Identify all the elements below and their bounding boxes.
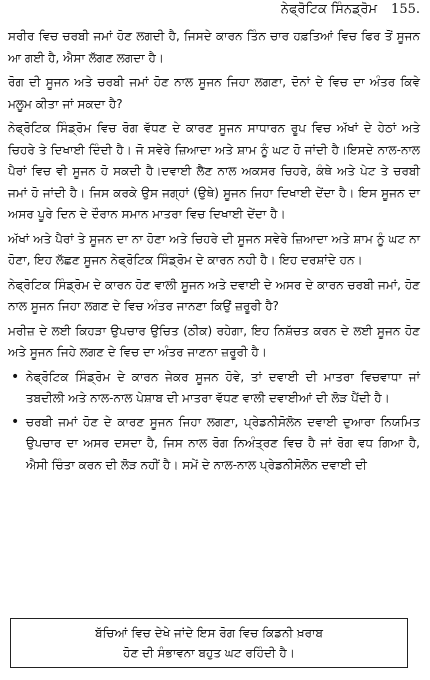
bullet-list [8,367,420,477]
note-line-1: ਬੱਚਿਆਂ ਵਿਚ ਦੇਖੇ ਜਾਂਦੇ ਇਸ ਰੋਗ ਵਿਚ ਕਿਡਨੀ ਖ਼ਰਾਬ [95,626,323,640]
paragraph-answer-1: ਨੇਫ੍ਰੋਟਿਕ ਸਿੰਡ੍ਰੋਮ ਵਿਚ ਰੋਗ ਵੱਧਣ ਦੇ ਕਾਰਣ ਸੂਜਨ ਸਾਧਾਰਨ ਰੂਪ ਵਿਚ ਅੱਖਾਂ ਦੇ ਹੇਠਾਂ ਅਤੇ ਚਿਹਰੇ ਤੇ ਦਿਖਾਈ ਦਿੰਦੀ ਹੈ। ਜੋ ਸਵੇਰੇ ਜ਼ਿਆਦਾ ਅਤੇ ਸ਼ਾਮ ਨੂੰ ਘਟ ਹੋ ਜਾਂਦੀ ਹੈ।ਇਸਦੇ ਨਾਲ-ਨਾਲ ਪੈਰਾਂ ਵਿਚ ਵੀ ਸੂਜਨ ਹੋ ਸਕਦੀ ਹੈ।ਦਵਾਈ ਲੈਣ ਨਾਲ ਅਕਸਰ ਚਿਹਰੇ, ਕੰਥੇ ਅਤੇ ਪੇਟ ਤੇ ਚਰਬੀ ਜਮਾਂ ਹੋ ਜਾਂਦੀ ਹੈ। ਜਿਸ ਕਰਕੇ ਉਸ ਜਗ੍ਹਾਂ (ਉਥੇ) ਸੂਜਨ ਜਿਹਾ ਦਿਖਾਈ ਦੇਂਦਾ ਹੈ। ਇਸ ਸੂਜਨ ਦਾ ਅਸਰ ਪੂਰੇ ਦਿਨ ਦੇ ਦੌਰਾਨ ਸਮਾਨ ਮਾਤਰਾ ਵਿਚ ਦਿਖਾਈ ਦੇਂਦਾ ਹੈ। [8,121,420,221]
bullet-item: • ਚਰਬੀ ਜਮਾਂ ਹੋਣ ਦੇ ਕਾਰਣ ਸੂਜਨ ਜਿਹਾ ਲਗਣਾ, ਪ੍ਰੇਡਨੀਸੋਲੋਨ ਦਵਾਈ ਦੁਆਰਾ ਨਿਯਮਿਤ ਉਪਚਾਰ ਦਾ ਅਸਰ ਦਸਦਾ ਹੈ, ਜਿਸ ਨਾਲ ਰੋਗ ਨਿਅੰਤ੍ਰਣ ਵਿਚ ਹੈ ਜਾਂ ਰੋਗ ਵਧ ਗਿਆ ਹੈ, ਐਸੀ ਚਿੰਤਾ ਕਰਨ ਦੀ ਲੋੜ ਨਹੀਂ ਹੈ। ਸਮੇਂ ਦੇ ਨਾਲ-ਨਾਲ ਪ੍ਰੇਡਨੀਸੋਲੋਨ ਦਵਾਈ ਦੀ [8,412,420,477]
question-heading-2: ਨੇਫ੍ਰੋਟਿਕ ਸਿੰਡ੍ਰੋਮ ਦੇ ਕਾਰਨ ਹੋਣ ਵਾਲੀ ਸੂਜਨ ਅਤੇ ਦਵਾਈ ਦੇ ਅਸਰ ਦੇ ਕਾਰਨ ਚਰਬੀ ਜਮਾਂ, ਹੋਣ ਨਾਲ ਸੂਜਨ ਜਿਹਾ ਲਗਣ ਦੇ ਵਿਚ ਅੰਤਰ ਜਾਨਣਾ ਕਿਉਂ ਜ਼ਰੂਰੀ ਹੈ? [8,277,420,313]
note-line-2: ਹੋਣ ਦੀ ਸੰਭਾਵਨਾ ਬਹੁਤ ਘਟ ਰਹਿੰਦੀ ਹੈ। [123,646,295,660]
page-body [8,26,420,479]
bullet-item: • ਨੇਫ੍ਰੋਟਿਕ ਸਿੰਡ੍ਰੋਮ ਦੇ ਕਾਰਨ ਜੇਕਰ ਸੂਜਨ ਹੋਵੇ, ਤਾਂ ਦਵਾਈ ਦੀ ਮਾਤਰਾ ਵਿਚਵਾਧਾ ਜਾਂ ਤਬਦੀਲੀ ਅਤੇ ਨਾਲ-ਨਾਲ ਪੇਸ਼ਾਬ ਦੀ ਮਾਤਰਾ ਵੱਧਣ ਵਾਲੀ ਦਵਾਈਆਂ ਦੀ ਲੋੜ ਪੈਂਦੀ ਹੈ। [8,367,420,410]
question-heading-1: ਰੋਗ ਦੀ ਸੂਜਨ ਅਤੇ ਚਰਬੀ ਜਮਾਂ ਹੋਣ ਨਾਲ ਸੂਜਨ ਜਿਹਾ ਲਗਣਾ, ਦੋਨਾਂ ਦੇ ਵਿਚ ਦਾ ਅੰਤਰ ਕਿਵੇ ਮਲੂਮ ਕੀਤਾ ਜਾਂ ਸਕਦਾ ਹੈ? [8,75,420,111]
running-header [281,2,420,18]
paragraph-answer-3: ਮਰੀਜ਼ ਦੇ ਲਈ ਕਿਹੜਾ ਉਪਚਾਰ ਉਚਿਤ (ਠੀਕ) ਰਹੇਗਾ, ਇਹ ਨਿਸ਼ੱਚਤ ਕਰਨ ਦੇ ਲਈ ਸੂਜਨ ਹੋਣ ਅਤੇ ਸੂਜਨ ਜਿਹੇ ਲਗਣ ਦੇ ਵਿਚ ਦਾ ਅੰਤਰ ਜਾਣਨਾ ਜ਼ਰੂਰੀ ਹੈ। [8,323,420,359]
paragraph-intro: ਸਰੀਰ ਵਿਚ ਚਰਬੀ ਜਮਾਂ ਹੋਣ ਲਗਦੀ ਹੈ, ਜਿਸਦੇ ਕਾਰਨ ਤਿੰਨ ਚਾਰ ਹਫ਼ਤਿਆਂ ਵਿਚ ਫਿਰ ਤੋਂ ਸੂਜਨ ਆ ਗਈ ਹੈ, ਐਸਾ ਲੱਗਣ ਲਗਦਾ ਹੈ। [8,29,420,65]
paragraph-answer-2: ਅੱਖਾਂ ਅਤੇ ਪੈਰਾਂ ਤੇ ਸੂਜਨ ਦਾ ਨਾ ਹੋਣਾ ਅਤੇ ਚਿਹਰੇ ਦੀ ਸੂਜਨ ਸਵੇਰੇ ਜ਼ਿਆਦਾ ਅਤੇ ਸ਼ਾਮ ਨੂੰ ਘਟ ਨਾ ਹੋਣਾ, ਇਹ ਲੱਛਣ ਸੂਜਨ ਨੇਫ੍ਰੋਟਿਕ ਸਿੰਡ੍ਰੋਮ ਦੇ ਕਾਰਨ ਨਹੀ ਹੈ। ਇਹ ਦਰਸ਼ਾਂਦੇ ਹਨ। [8,231,420,267]
running-title: ਨੇਫ੍ਰੋਟਿਕ ਸਿੰਨਡ੍ਰੋਮ [280,2,378,17]
highlight-note-box [10,618,408,668]
page-number: 155. [391,2,420,17]
